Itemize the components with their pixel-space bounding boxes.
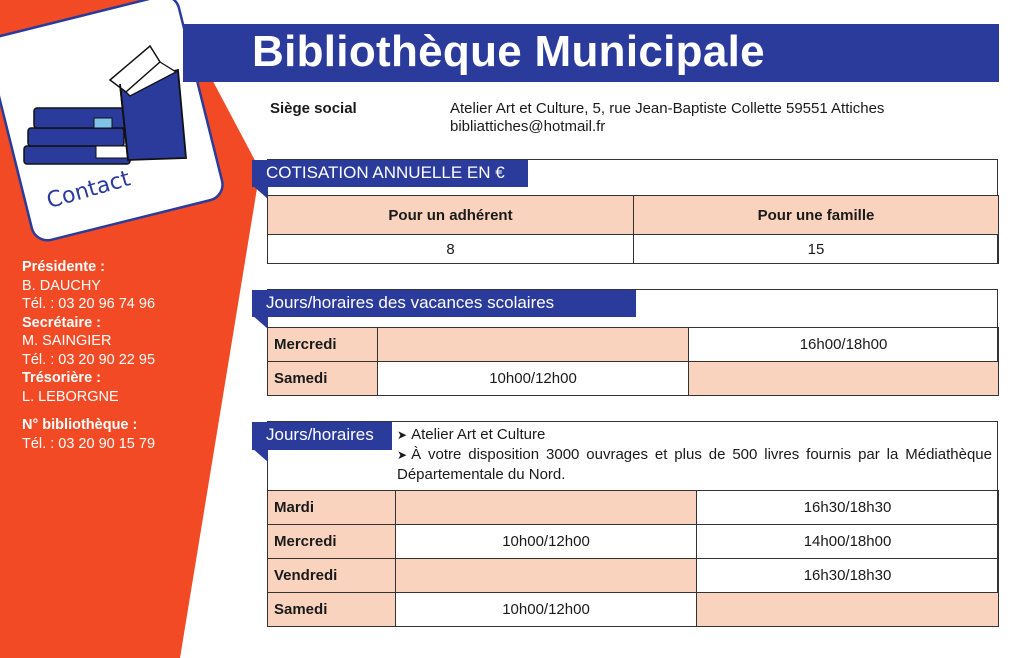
presidente-tel: Tél. : 03 20 96 74 96	[22, 296, 156, 312]
cotisation-heading: COTISATION ANNUELLE EN €	[252, 160, 528, 187]
secretaire-name: M. SAINGIER	[22, 333, 112, 349]
cotisation-col-adherent: Pour un adhérent	[268, 196, 634, 235]
day-cell: Mercredi	[268, 525, 396, 559]
horaires-table	[267, 490, 999, 627]
afternoon-cell: 14h00/18h00	[697, 525, 999, 559]
morning-cell: 10h00/12h00	[378, 362, 689, 396]
day-cell: Samedi	[268, 593, 396, 627]
secretaire-label: Secrétaire :	[22, 314, 101, 331]
committee-info	[22, 258, 155, 453]
morning-cell	[378, 328, 689, 362]
bibliotheque-label: N° bibliothèque :	[22, 417, 138, 433]
page-title: Bibliothèque Municipale	[252, 27, 765, 76]
siege-email: bibliattiches@hotmail.fr	[450, 118, 606, 135]
cotisation-col-famille: Pour une famille	[634, 196, 999, 235]
siege-address: Atelier Art et Culture, 5, rue Jean-Baptiste Collette 59551 Attiches	[450, 100, 885, 117]
table-row	[268, 559, 999, 593]
afternoon-cell	[689, 362, 999, 396]
afternoon-cell: 16h30/18h30	[697, 491, 999, 525]
morning-cell: 10h00/12h00	[396, 525, 697, 559]
afternoon-cell: 16h00/18h00	[689, 328, 999, 362]
table-row	[268, 328, 999, 362]
afternoon-cell: 16h30/18h30	[697, 559, 999, 593]
day-cell: Samedi	[268, 362, 378, 396]
table-row	[268, 525, 999, 559]
arrow-icon: ➤	[397, 448, 408, 462]
day-cell: Mardi	[268, 491, 396, 525]
horaires-line1: Atelier Art et Culture	[411, 426, 546, 443]
tresoriere-name: L. LEBORGNE	[22, 388, 119, 405]
cotisation-table	[267, 195, 999, 264]
horaires-line2: À votre disposition 3000 ouvrages et plus de 500 livres fournis par la Médiathèque Départementale du Nord.	[397, 446, 992, 483]
afternoon-cell	[697, 593, 999, 627]
siege-label: Siège social	[270, 100, 357, 117]
vacances-table	[267, 327, 999, 396]
morning-cell	[396, 491, 697, 525]
tresoriere-label: Trésorière :	[22, 370, 101, 386]
secretaire-tel: Tél. : 03 20 90 22 95	[22, 351, 156, 368]
morning-cell: 10h00/12h00	[396, 593, 697, 627]
presidente-name: B. DAUCHY	[22, 277, 101, 294]
morning-cell	[396, 559, 697, 593]
table-row	[268, 362, 999, 396]
horaires-heading: Jours/horaires	[252, 422, 392, 450]
day-cell: Vendredi	[268, 559, 396, 593]
cotisation-val-famille: 15	[634, 235, 999, 264]
day-cell: Mercredi	[268, 328, 378, 362]
table-row	[268, 593, 999, 627]
cotisation-val-adherent: 8	[268, 235, 634, 264]
contact-label: Contact	[44, 166, 134, 215]
arrow-icon: ➤	[397, 428, 408, 442]
horaires-description	[397, 425, 992, 484]
presidente-label: Présidente :	[22, 259, 105, 275]
bibliotheque-tel: Tél. : 03 20 90 15 79	[22, 435, 156, 452]
table-row	[268, 491, 999, 525]
vacances-heading: Jours/horaires des vacances scolaires	[252, 290, 636, 317]
